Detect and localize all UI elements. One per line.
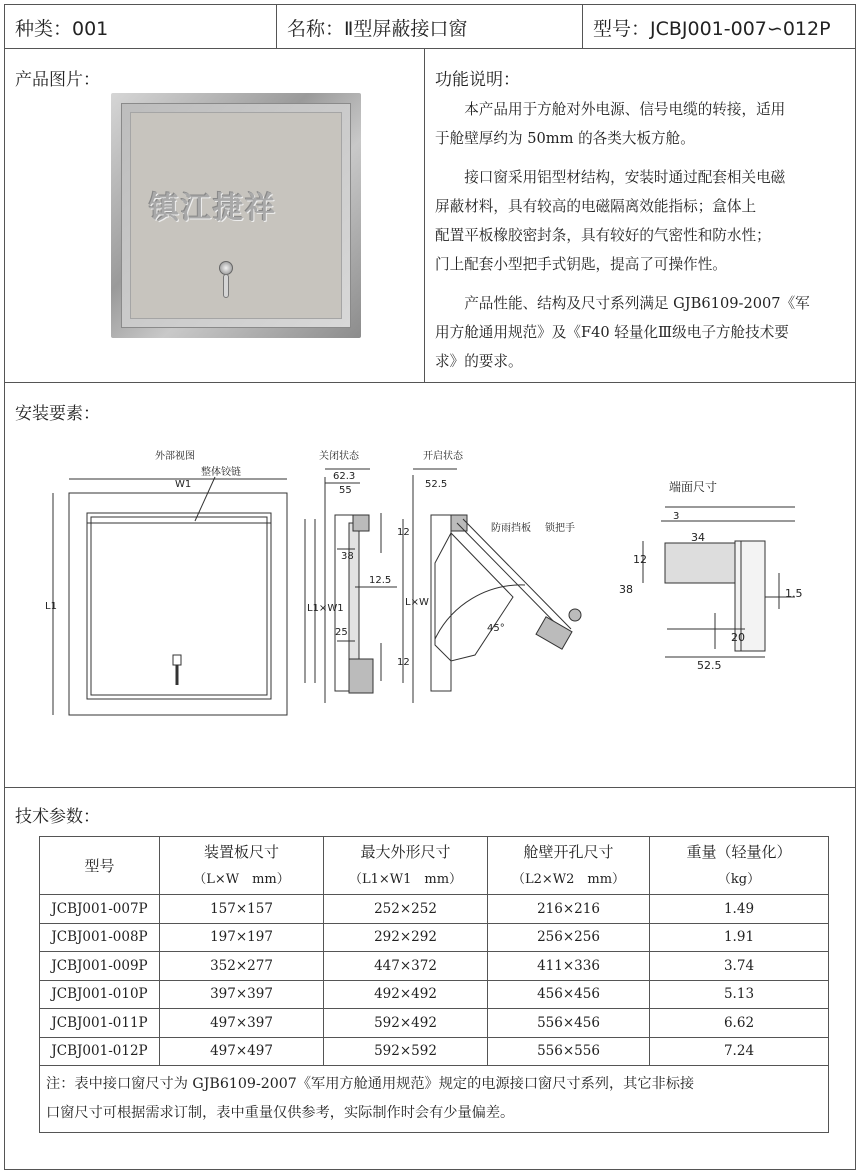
watermark-logo: 镇江捷祥: [149, 191, 277, 226]
function-line: 接口窗采用铝型材结构，安装时通过配套相关电磁: [435, 169, 786, 186]
model-header: 型号: [40, 837, 160, 895]
function-line: 于舱壁厚约为 50mm 的各类大板方舱。: [435, 130, 695, 147]
dim-label: 1.5: [785, 587, 803, 600]
table-row: JCBJ001-009P 352×277 447×372 411×336 3.74: [40, 952, 829, 981]
table-note: 注：表中接口窗尺寸为 GJB6109-2007《军用方舱通用规范》规定的电源接口窗尺寸系列，其它非标接 口窗尺寸可根据需求订制，表中重量仅供参考，实际制作时会有少量偏差。: [40, 1066, 829, 1133]
table-row: JCBJ001-010P 397×397 492×492 456×456 5.13: [40, 980, 829, 1009]
dim-label: 25: [335, 627, 348, 638]
lock-icon: [219, 261, 233, 275]
lw1-label: L1×W1: [307, 603, 344, 614]
photo-title: 产品图片：: [15, 70, 100, 90]
function-line: 求》的要求。: [435, 353, 523, 370]
dim-label: 12.5: [369, 575, 392, 586]
dim-label: 62.3: [333, 471, 356, 482]
w1-label: W1: [175, 479, 192, 490]
dim-label: 12: [633, 553, 647, 566]
spec-table: [39, 836, 829, 1133]
dim-label: 55: [339, 485, 352, 496]
tech-section: [5, 788, 855, 1171]
dim-label: 12: [397, 657, 410, 668]
model-cell: 型号：JCBJ001-007∽012P: [593, 17, 831, 40]
function-title: 功能说明：: [435, 70, 520, 90]
table-row: JCBJ001-012P 497×497 592×592 556×556 7.24: [40, 1037, 829, 1066]
rain-board-label: 防雨挡板: [491, 523, 531, 534]
closed-label: 关闭状态: [319, 451, 359, 462]
lw-label: L×W: [405, 597, 429, 608]
function-line: 用方舱通用规范》及《F40 轻量化Ⅲ级电子方舱技术要: [435, 324, 789, 341]
install-title: 安装要素：: [15, 404, 100, 424]
outer-header: 最大外形尺寸 （L1×W1 mm）: [324, 837, 488, 895]
product-photo: [111, 93, 361, 338]
dim-label: 52.5: [697, 659, 722, 672]
handle-icon: [223, 274, 229, 298]
open-label: 开启状态: [423, 451, 463, 462]
dim-label: 38: [341, 551, 354, 562]
function-line: 产品性能、结构及尺寸系列满足 GJB6109-2007《军: [435, 295, 810, 312]
tech-title: 技术参数：: [15, 807, 100, 827]
install-drawing: [5, 383, 855, 788]
table-row: JCBJ001-007P 157×157 252×252 216×216 1.49: [40, 895, 829, 924]
weight-header: 重量（轻量化） （kg）: [650, 837, 829, 895]
product-section: [5, 49, 855, 383]
table-note-row: [40, 1066, 829, 1133]
install-section: [5, 383, 855, 788]
function-line: 门上配套小型把手式钥匙，提高了可操作性。: [435, 256, 727, 273]
dim-label: 45°: [487, 623, 505, 634]
dim-label: 34: [691, 531, 705, 544]
table-row: JCBJ001-008P 197×197 292×292 256×256 1.91: [40, 923, 829, 952]
hole-header: 舱壁开孔尺寸 （L2×W2 mm）: [488, 837, 650, 895]
dim-label: 3: [673, 511, 680, 522]
dim-label: 20: [731, 631, 745, 644]
end-size-label: 端面尺寸: [669, 480, 718, 494]
function-line: 屏蔽材料，具有较高的电磁隔离效能指标；盒体上: [435, 198, 757, 215]
spec-sheet: [4, 4, 856, 1170]
l1-label: L1: [45, 601, 57, 612]
category-cell: 种类：001: [5, 5, 277, 49]
lock-handle-label: 锁把手: [545, 523, 575, 534]
dim-label: 38: [619, 583, 633, 596]
dim-label: 52.5: [425, 479, 448, 490]
plate-header: 装置板尺寸 （L×W mm）: [160, 837, 324, 895]
hinge-label: 整体铰链: [201, 467, 241, 478]
table-row: JCBJ001-011P 497×397 592×492 556×456 6.62: [40, 1009, 829, 1038]
function-line: 本产品用于方舱对外电源、信号电缆的转接，适用: [435, 101, 786, 118]
outer-view-label: 外部视图: [155, 451, 195, 462]
dim-label: 12: [397, 527, 410, 538]
table-header-row: [40, 837, 829, 895]
function-line: 配置平板橡胶密封条，具有较好的气密性和防水性；: [435, 227, 771, 244]
photo-panel: [5, 49, 425, 383]
header-row: [5, 5, 855, 49]
product-name-cell: 名称：Ⅱ型屏蔽接口窗: [277, 5, 583, 49]
